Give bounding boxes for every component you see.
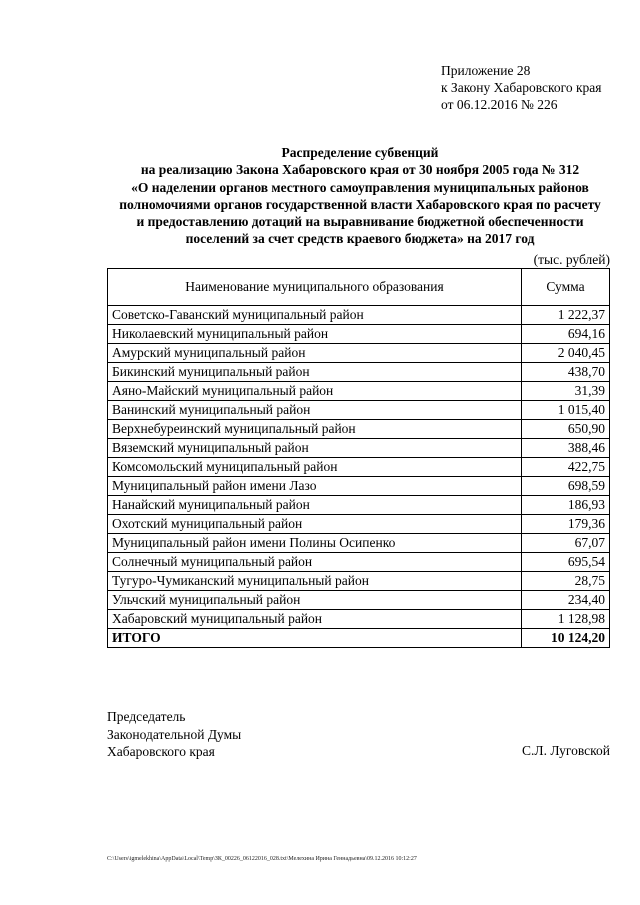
document-title <box>100 144 620 248</box>
table-row <box>108 572 610 591</box>
district-sum: 67,07 <box>522 534 610 553</box>
table-row <box>108 591 610 610</box>
district-name: Тугуро-Чумиканский муниципальный район <box>108 572 522 591</box>
total-sum: 10 124,20 <box>522 629 610 648</box>
appendix-line: Приложение 28 <box>441 63 531 78</box>
district-sum: 388,46 <box>522 439 610 458</box>
district-sum: 650,90 <box>522 420 610 439</box>
header-name: Наименование муниципального образования <box>108 269 522 306</box>
signature-line: Председатель <box>107 709 186 724</box>
subsidy-table <box>107 268 610 648</box>
district-name: Муниципальный район имени Лазо <box>108 477 522 496</box>
table-row <box>108 382 610 401</box>
district-name: Хабаровский муниципальный район <box>108 610 522 629</box>
district-name: Солнечный муниципальный район <box>108 553 522 572</box>
title-line: «О наделении органов местного самоуправления муниципальных районов <box>131 179 589 195</box>
title-line: на реализацию Закона Хабаровского края от 30 ноября 2005 года № 312 <box>140 162 580 178</box>
district-sum: 698,59 <box>522 477 610 496</box>
signatory-name: С.Л. Луговской <box>522 743 610 758</box>
title-line: полномочиями органов государственной власти Хабаровского края по расчету <box>119 196 601 212</box>
table-row <box>108 610 610 629</box>
district-name: Муниципальный район имени Полины Осипенко <box>108 534 522 553</box>
header-sum: Сумма <box>522 269 610 306</box>
total-label: ИТОГО <box>108 629 522 648</box>
table-row <box>108 496 610 515</box>
table-row <box>108 439 610 458</box>
table-row <box>108 306 610 325</box>
district-sum: 186,93 <box>522 496 610 515</box>
file-path-footer: C:\Users\igmelekhina\AppData\Local\Temp\ЗК_00226_06122016_028.txt\Мелехина Ирина Геннадьевна\09.12.2016 10:12:27 <box>107 856 417 862</box>
district-name: Николаевский муниципальный район <box>108 325 522 344</box>
district-sum: 31,39 <box>522 382 610 401</box>
district-name: Комсомольский муниципальный район <box>108 458 522 477</box>
district-sum: 1 015,40 <box>522 401 610 420</box>
title-line: поселений за счет средств краевого бюджета» на 2017 год <box>185 231 535 247</box>
table-row <box>108 420 610 439</box>
appendix-note <box>441 62 602 113</box>
table-row <box>108 344 610 363</box>
district-sum: 2 040,45 <box>522 344 610 363</box>
appendix-line: от 06.12.2016 № 226 <box>441 97 558 112</box>
district-sum: 1 222,37 <box>522 306 610 325</box>
district-sum: 438,70 <box>522 363 610 382</box>
district-sum: 234,40 <box>522 591 610 610</box>
district-name: Бикинский муниципальный район <box>108 363 522 382</box>
district-name: Верхнебуреинский муниципальный район <box>108 420 522 439</box>
district-name: Советско-Гаванский муниципальный район <box>108 306 522 325</box>
table-row <box>108 534 610 553</box>
table-row <box>108 363 610 382</box>
table-row <box>108 401 610 420</box>
title-line: Распределение субвенций <box>281 145 439 160</box>
district-name: Амурский муниципальный район <box>108 344 522 363</box>
district-name: Аяно-Майский муниципальный район <box>108 382 522 401</box>
units-label: (тыс. рублей) <box>533 252 610 267</box>
total-row <box>108 629 610 648</box>
signature-block <box>107 708 241 761</box>
signature-line: Законодательной Думы <box>107 726 242 742</box>
district-name: Нанайский муниципальный район <box>108 496 522 515</box>
district-sum: 422,75 <box>522 458 610 477</box>
table-row <box>108 553 610 572</box>
district-name: Ульчский муниципальный район <box>108 591 522 610</box>
district-name: Ванинский муниципальный район <box>108 401 522 420</box>
district-sum: 28,75 <box>522 572 610 591</box>
table-row <box>108 325 610 344</box>
table-row <box>108 515 610 534</box>
table-row <box>108 477 610 496</box>
district-sum: 695,54 <box>522 553 610 572</box>
district-sum: 179,36 <box>522 515 610 534</box>
district-sum: 694,16 <box>522 325 610 344</box>
table-row <box>108 458 610 477</box>
district-name: Вяземский муниципальный район <box>108 439 522 458</box>
district-name: Охотский муниципальный район <box>108 515 522 534</box>
appendix-line: к Закону Хабаровского края <box>441 80 602 95</box>
title-line: и предоставлению дотаций на выравнивание бюджетной обеспеченности <box>136 214 584 230</box>
district-sum: 1 128,98 <box>522 610 610 629</box>
signature-line: Хабаровского края <box>107 744 215 759</box>
